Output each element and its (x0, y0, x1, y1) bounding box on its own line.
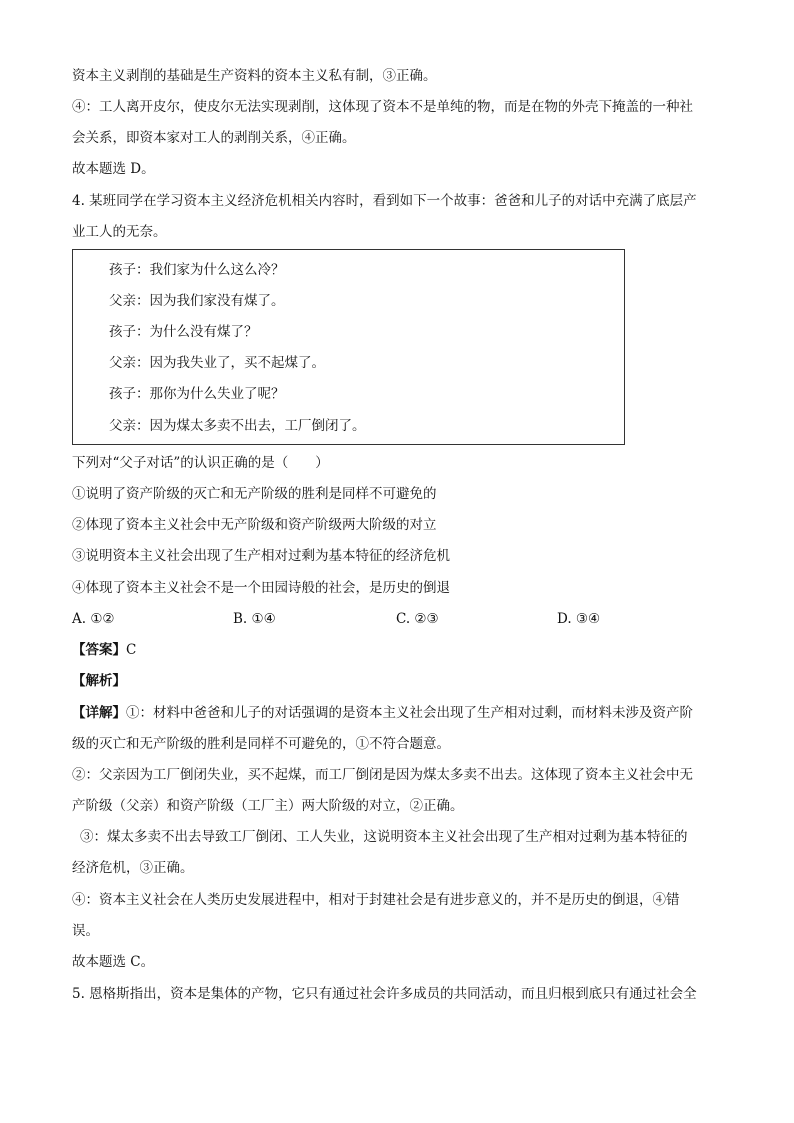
statement-4: ④体现了资本主义社会不是一个田园诗般的社会，是历史的倒退 (72, 580, 450, 596)
explain-line: 故本题选 C。 (72, 954, 155, 970)
explain-text: ①：材料中爸爸和儿子的对话强调的是资本主义社会出现了生产相对过剩，而材料未涉及资产阶 (126, 705, 693, 721)
question-prompt: 下列对“父子对话”的认识正确的是（ ） (72, 455, 329, 471)
text-line: 故本题选 D。 (72, 161, 155, 177)
text-line: 资本主义剥削的基础是生产资料的资本主义私有制，③正确。 (72, 68, 437, 84)
text-line: 会关系，即资本家对工人的剥削关系，④正确。 (72, 130, 356, 146)
statement-3: ③说明资本主义社会出现了生产相对过剩为基本特征的经济危机 (72, 548, 450, 564)
option-c: C. ②③ (396, 611, 439, 627)
explain-line: ③：煤太多卖不出去导致工厂倒闭、工人失业，这说明资本主义社会出现了生产相对过剩为基本特征的 (80, 829, 688, 845)
text-line: 业工人的无奈。 (72, 224, 167, 240)
statement-2: ②体现了资本主义社会中无产阶级和资产阶级两大阶级的对立 (72, 517, 437, 533)
explain-line-1 (72, 703, 693, 723)
text-line: ④：工人离开皮尔，使皮尔无法实现剥削，这体现了资本不是单纯的物，而是在物的外壳下掩盖的一种社 (72, 99, 693, 115)
question-5-stem: 5. 恩格斯指出，资本是集体的产物，它只有通过社会许多成员的共同活动，而且归根到底只有通过社会全 (72, 986, 697, 1002)
option-a: A. ①② (72, 611, 115, 627)
option-d: D. ③④ (557, 611, 601, 627)
explain-line: 级的灭亡和无产阶级的胜利是同样不可避免的，①不符合题意。 (72, 736, 450, 752)
dialogue-line: 孩子：我们家为什么这么冷？ (109, 262, 285, 278)
answer-value: C (126, 642, 137, 658)
option-b: B. ①④ (233, 611, 276, 627)
dialogue-line: 父亲：因为我失业了，买不起煤了。 (109, 355, 325, 371)
question-4-stem: 4. 某班同学在学习资本主义经济危机相关内容时，看到如下一个故事：爸爸和儿子的对话中充满了底层产 (72, 193, 697, 209)
dialogue-box (72, 249, 625, 445)
detail-tag: 【详解】 (72, 705, 126, 721)
dialogue-line: 孩子：为什么没有煤了？ (109, 324, 258, 340)
explain-line: 误。 (72, 923, 99, 939)
explain-line: ④：资本主义社会在人类历史发展进程中，相对于封建社会是有进步意义的，并不是历史的倒退，④错 (72, 892, 680, 908)
analysis-tag-line (72, 671, 126, 691)
statement-1: ①说明了资产阶级的灭亡和无产阶级的胜利是同样不可避免的 (72, 486, 437, 502)
answer-line (72, 640, 136, 660)
explain-line: 经济危机，③正确。 (72, 860, 194, 876)
dialogue-line: 父亲：因为煤太多卖不出去，工厂倒闭了。 (109, 418, 366, 434)
analysis-tag: 【解析】 (72, 673, 126, 689)
explain-line: 产阶级（父亲）和资产阶级（工厂主）两大阶级的对立，②正确。 (72, 798, 464, 814)
answer-tag: 【答案】 (72, 642, 126, 658)
dialogue-line: 父亲：因为我们家没有煤了。 (109, 293, 285, 309)
dialogue-line: 孩子：那你为什么失业了呢？ (109, 386, 285, 402)
explain-line: ②：父亲因为工厂倒闭失业，买不起煤，而工厂倒闭是因为煤太多卖不出去。这体现了资本主义社会中无 (72, 767, 693, 783)
